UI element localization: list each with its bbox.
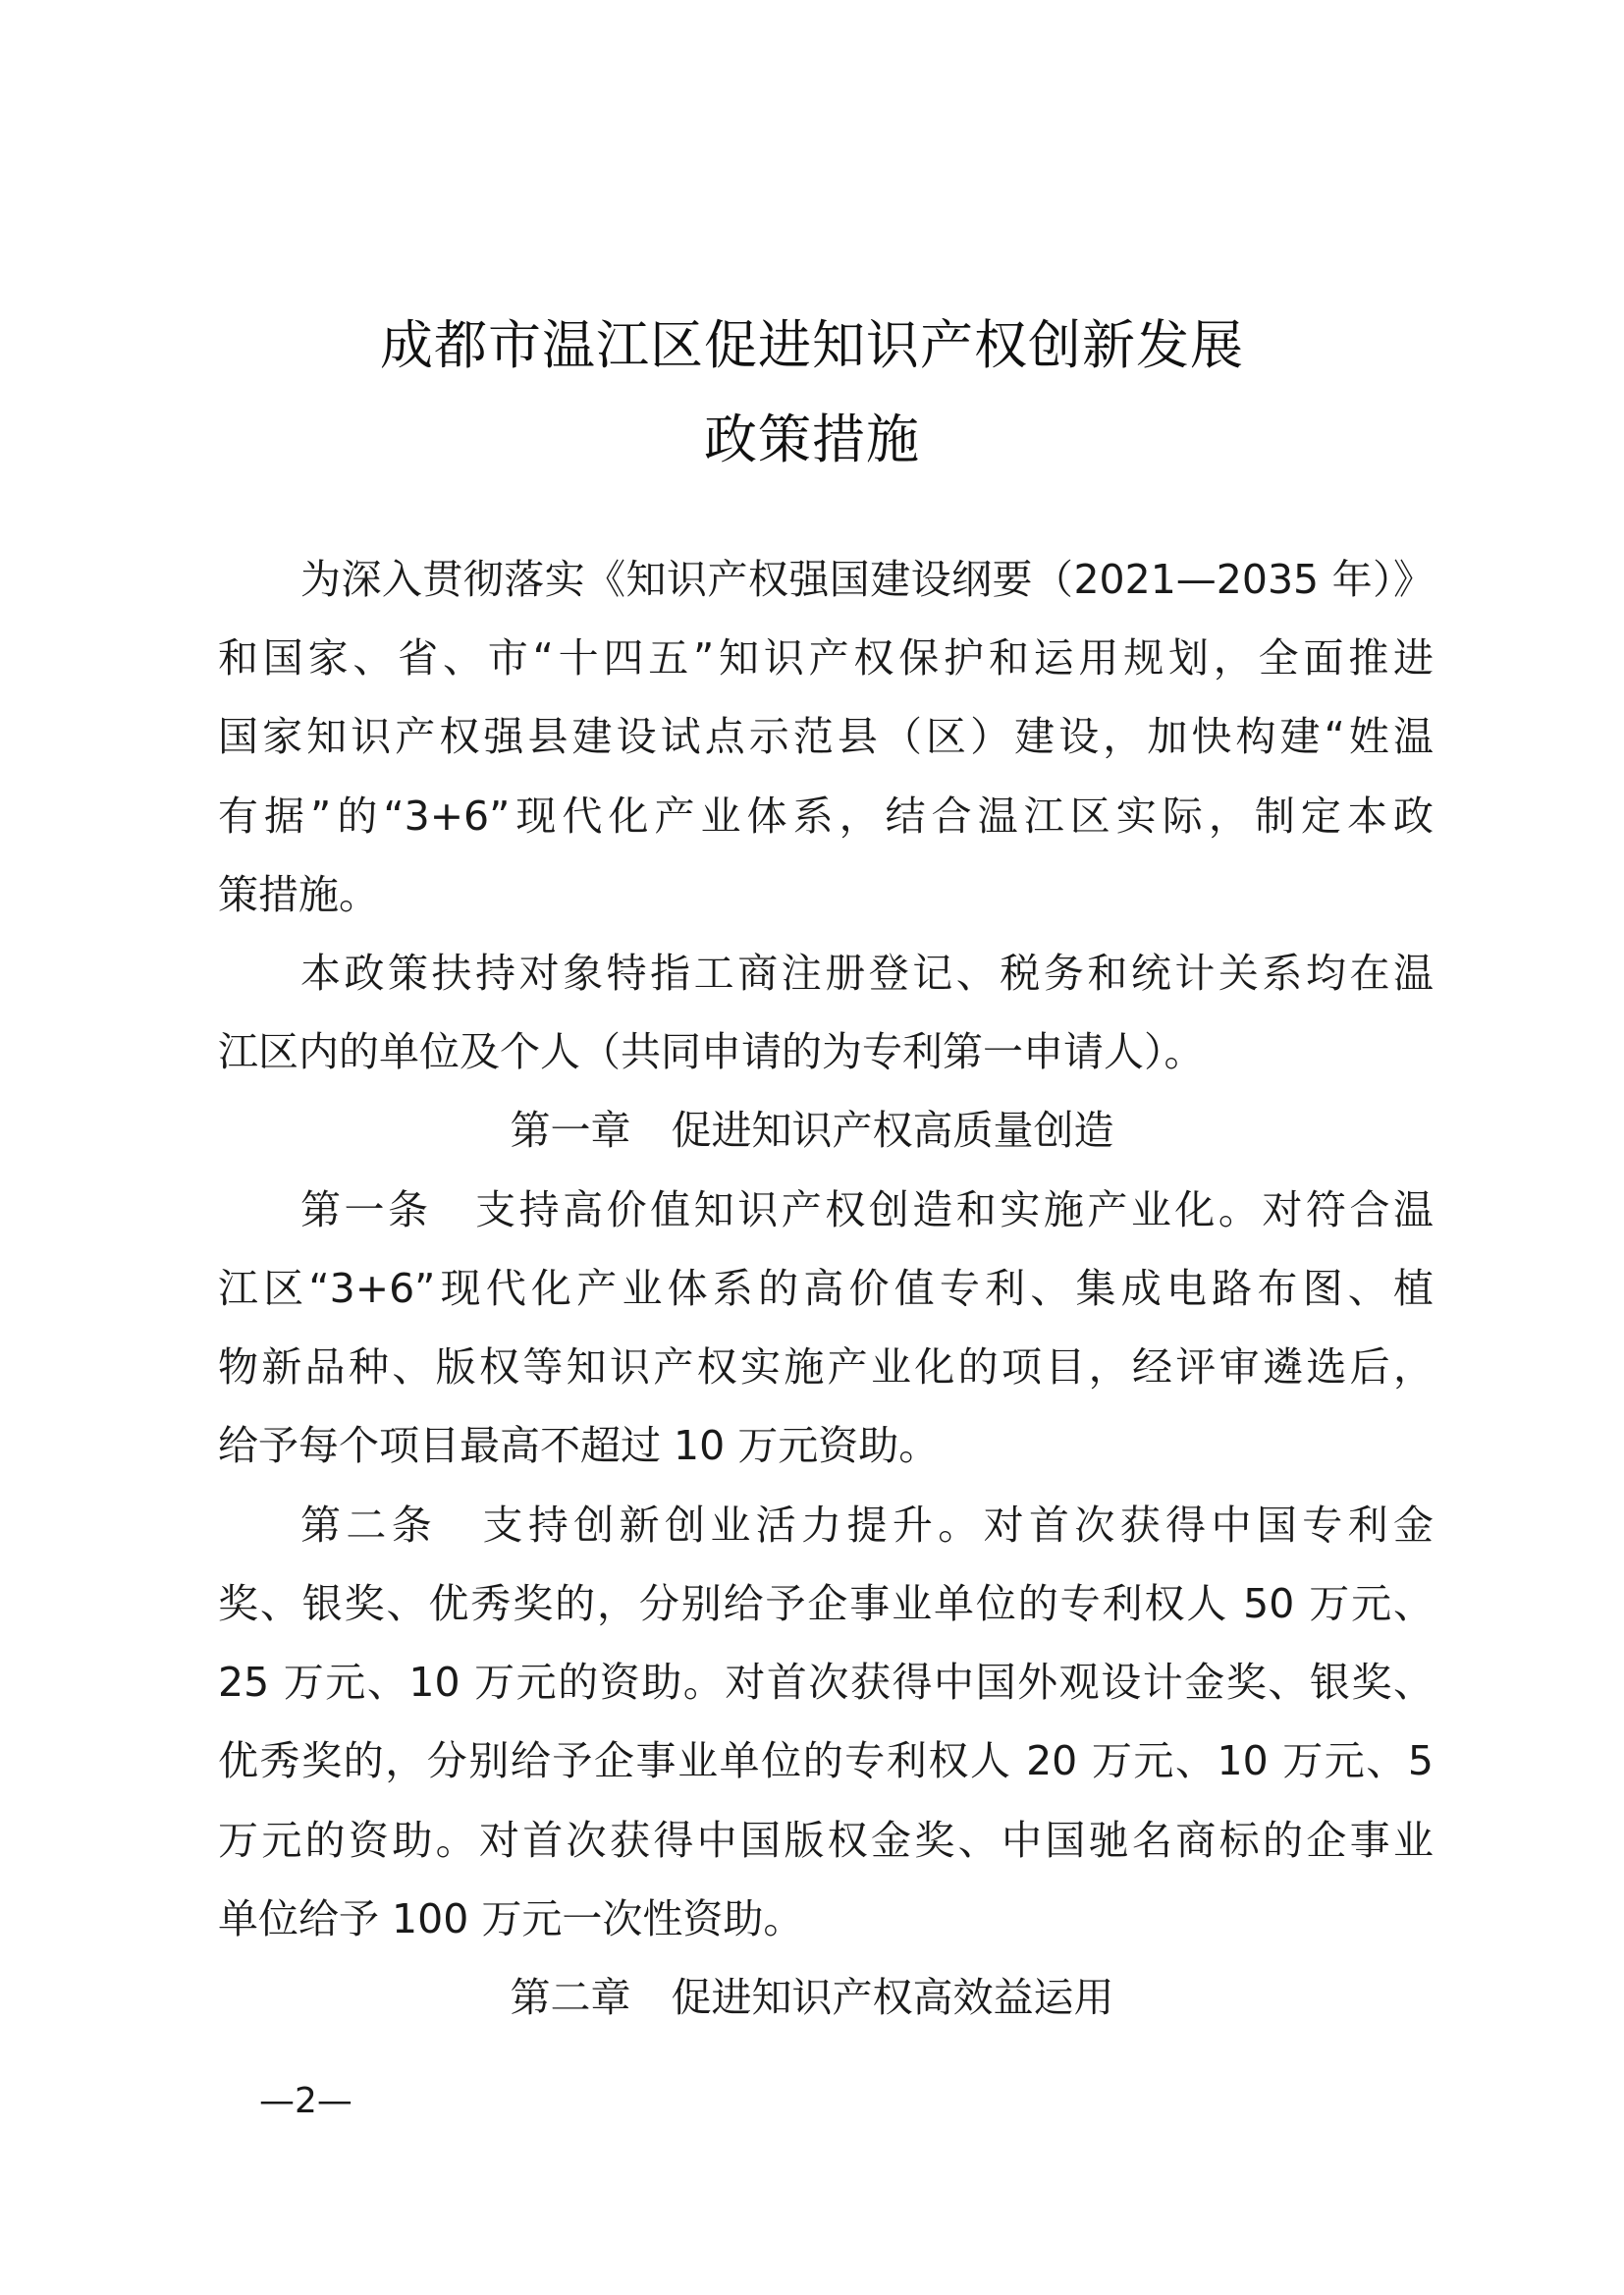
article-1-line-3: 物新品种、版权等知识产权实施产业化的项目，经评审遴选后， [218,1343,1434,1391]
paragraph-1-line-3: 国家知识产权强县建设试点示范县（区）建设，加快构建“姓温 [218,713,1434,760]
paragraph-1-line-4: 有据”的“3+6”现代化产业体系，结合温江区实际，制定本政 [218,792,1434,840]
document-title-line-1: 成都市温江区促进知识产权创新发展 [380,314,1244,376]
article-2-line-5: 万元的资助。对首次获得中国版权金奖、中国驰名商标的企事业 [218,1817,1434,1864]
article-2-line-3: 25 万元、10 万元的资助。对首次获得中国外观设计金奖、银奖、 [218,1659,1434,1706]
paragraph-1-line-2: 和国家、省、市“十四五”知识产权保护和运用规划，全面推进 [218,634,1434,682]
chapter-1-heading: 第一章 促进知识产权高质量创造 [510,1107,1114,1154]
article-2-line-1: 第二条 支持创新创业活力提升。对首次获得中国专利金 [300,1502,1434,1549]
article-1-line-2: 江区“3+6”现代化产业体系的高价值专利、集成电路布图、植 [218,1265,1434,1312]
paragraph-1-line-1: 为深入贯彻落实《知识产权强国建设纲要（2021—2035 年）》 [300,556,1434,603]
article-2-line-2: 奖、银奖、优秀奖的，分别给予企事业单位的专利权人 50 万元、 [218,1580,1434,1627]
article-1-line-1: 第一条 支持高价值知识产权创造和实施产业化。对符合温 [300,1186,1434,1233]
document-title-line-2: 政策措施 [704,409,920,470]
paragraph-1-line-5: 策措施。 [218,871,379,918]
page-number: —2— [259,2081,352,2121]
article-2-line-4: 优秀奖的，分别给予企事业单位的专利权人 20 万元、10 万元、5 [218,1737,1434,1784]
paragraph-2-line-1: 本政策扶持对象特指工商注册登记、税务和统计关系均在温 [300,950,1434,997]
article-1-line-4: 给予每个项目最高不超过 10 万元资助。 [218,1422,940,1469]
paragraph-2-line-2: 江区内的单位及个人（共同申请的为专利第一申请人）。 [218,1028,1205,1075]
chapter-2-heading: 第二章 促进知识产权高效益运用 [510,1974,1114,2021]
article-2-line-6: 单位给予 100 万元一次性资助。 [218,1895,804,1942]
